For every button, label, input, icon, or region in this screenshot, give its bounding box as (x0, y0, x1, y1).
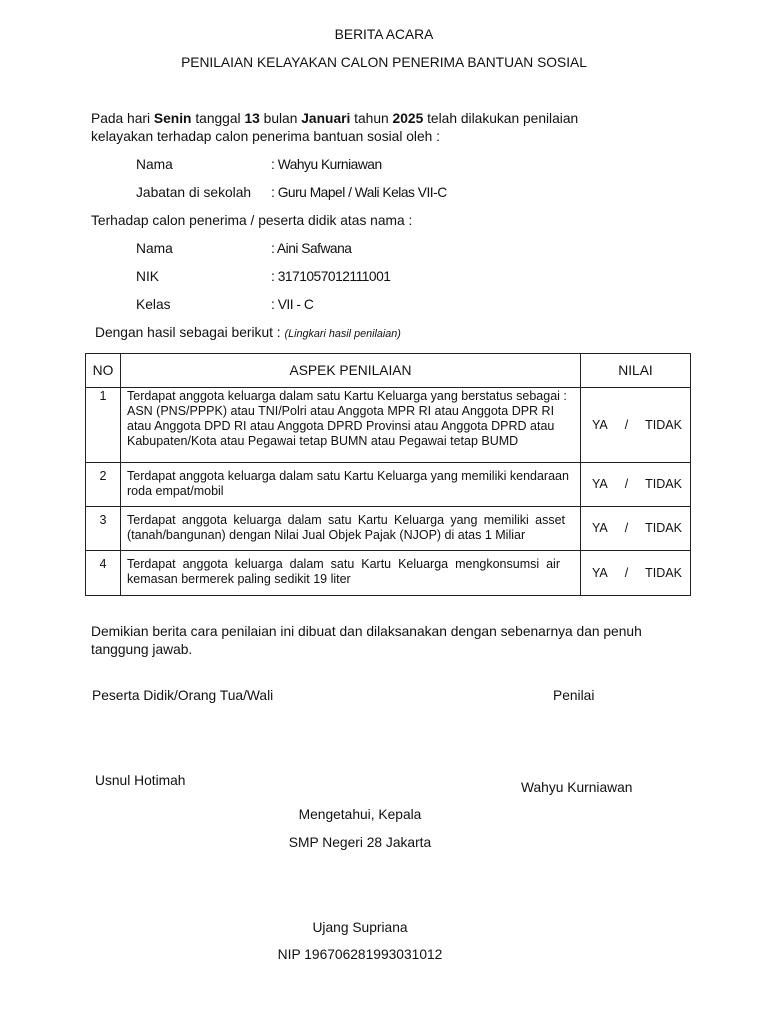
field-value (271, 156, 382, 174)
intro-line-1 (91, 110, 578, 128)
row-number: 1 (86, 388, 121, 463)
score-choices (581, 418, 690, 433)
field-value (271, 184, 447, 202)
score-cell (581, 507, 691, 551)
choice-yes: YA (592, 417, 608, 432)
student-class-value: VII - C (277, 297, 314, 312)
choice-divider: / (624, 521, 629, 535)
choice-divider: / (624, 565, 629, 580)
header-no: NO (86, 354, 121, 388)
aspect-line: (tanah/bangunan) dengan Nilai Jual Objek Pajak (NJOP) di atas 1 Miliar (127, 528, 526, 542)
assessor-role: Penilai (553, 688, 595, 703)
intro-date: 13 (244, 111, 260, 126)
table-header-row (86, 354, 691, 388)
choice-no: TIDAK (645, 565, 682, 580)
aspect-line: Terdapat anggota keluarga dalam satu Kartu Keluarga yang memiliki asset (127, 513, 565, 527)
field-separator: : (271, 241, 275, 256)
assessor-signature-name: Wahyu Kurniawan (521, 780, 633, 795)
choice-divider: / (624, 417, 629, 432)
field-value (271, 240, 351, 258)
student-intro: Terhadap calon penerima / peserta didik atas nama : (91, 213, 413, 228)
header-aspect: ASPEK PENILAIAN (121, 354, 581, 388)
approval-label: Mengetahui, Kepala (298, 807, 422, 822)
principal-nip: NIP 196706281993031012 (277, 947, 443, 962)
choice-no: TIDAK (645, 477, 682, 491)
student-nik-row (0, 268, 768, 286)
field-separator: : (271, 157, 275, 172)
intro-day: Senin (153, 111, 192, 126)
choice-divider: / (624, 477, 629, 491)
aspect-line: Kabupaten/Kota atau Pegawai tetap BUMN atau Pegawai tetap BUMD (127, 434, 519, 448)
result-intro-text: Dengan hasil sebagai berikut : (95, 325, 281, 340)
intro-date-label: tanggal (195, 111, 241, 126)
approval-school: SMP Negeri 28 Jakarta (288, 835, 432, 850)
document-title: BERITA ACARA (334, 27, 434, 42)
choice-no: TIDAK (645, 417, 682, 432)
assessor-position-row (0, 184, 768, 202)
assessor-position-value: Guru Mapel / Wali Kelas VII-C (277, 185, 447, 200)
field-separator: : (271, 185, 275, 200)
field-separator: : (271, 269, 275, 284)
table-row (86, 463, 691, 507)
field-label: Jabatan di sekolah (136, 185, 252, 200)
aspect-line: Terdapat anggota keluarga dalam satu Kartu Keluarga mengkonsumsi air (127, 557, 560, 571)
choice-yes: YA (592, 477, 608, 491)
intro-month: Januari (301, 111, 351, 126)
score-choices (581, 477, 690, 492)
score-cell (581, 388, 691, 463)
intro-year: 2025 (392, 111, 424, 126)
aspect-line: Terdapat anggota keluarga dalam satu Kartu Keluarga yang memiliki kendaraan (127, 469, 569, 483)
field-label: Nama (136, 241, 173, 256)
table-row (86, 507, 691, 551)
aspect-text (121, 388, 581, 463)
intro-prefix: Pada hari (91, 111, 151, 126)
row-number: 4 (86, 551, 121, 596)
assessment-table (85, 353, 691, 596)
participant-name: Usnul Hotimah (95, 773, 186, 788)
field-label: Kelas (136, 297, 171, 312)
closing-line-1: Demikian berita cara penilaian ini dibuat dan dilaksanakan dengan sebenarnya dan penuh (91, 624, 642, 639)
intro-month-label: bulan (263, 111, 298, 126)
aspect-line: atau Anggota DPD RI atau Anggota DPRD Provinsi atau Anggota DPRD atau (127, 419, 555, 433)
assessor-name-value: Wahyu Kurniawan (277, 157, 382, 172)
choice-yes: YA (592, 521, 608, 535)
aspect-line: roda empat/mobil (127, 484, 224, 498)
student-nik-value: 3171057012111001 (277, 269, 391, 284)
principal-name: Ujang Supriana (312, 920, 408, 935)
intro-line-2: kelayakan terhadap calon penerima bantuan sosial oleh : (91, 129, 440, 144)
score-cell (581, 463, 691, 507)
assessor-name-row (0, 156, 768, 174)
aspect-text (121, 463, 581, 507)
document-subtitle: PENILAIAN KELAYAKAN CALON PENERIMA BANTUAN SOSIAL (181, 55, 587, 70)
score-choices (581, 521, 690, 536)
table-row (86, 551, 691, 596)
field-label: NIK (136, 269, 159, 284)
participant-role: Peserta Didik/Orang Tua/Wali (92, 688, 274, 703)
intro-suffix: telah dilakukan penilaian (427, 111, 579, 126)
score-cell (581, 551, 691, 596)
aspect-text (121, 507, 581, 551)
closing-line-2: tanggung jawab. (91, 642, 193, 657)
aspect-line: ASN (PNS/PPPK) atau TNI/Polri atau Anggota MPR RI atau Anggota DPR RI (127, 404, 555, 418)
student-name-row (0, 240, 768, 258)
aspect-line: kemasan bermerek paling sedikit 19 liter (127, 572, 351, 586)
field-label: Nama (136, 157, 173, 172)
choice-yes: YA (592, 565, 608, 580)
student-class-row (0, 296, 768, 314)
aspect-line: Terdapat anggota keluarga dalam satu Kartu Keluarga yang berstatus sebagai : (127, 389, 567, 403)
field-separator: : (271, 297, 275, 312)
result-intro (95, 324, 401, 343)
choice-no: TIDAK (645, 521, 682, 535)
table-row (86, 388, 691, 463)
aspect-text (121, 551, 581, 596)
field-value (271, 296, 313, 314)
field-value (271, 268, 390, 286)
intro-year-label: tahun (354, 111, 389, 126)
row-number: 2 (86, 463, 121, 507)
result-intro-note: (Lingkari hasil penilaian) (284, 328, 401, 340)
student-name-value: Aini Safwana (276, 241, 352, 256)
row-number: 3 (86, 507, 121, 551)
header-score: NILAI (581, 354, 691, 388)
score-choices (581, 566, 690, 581)
